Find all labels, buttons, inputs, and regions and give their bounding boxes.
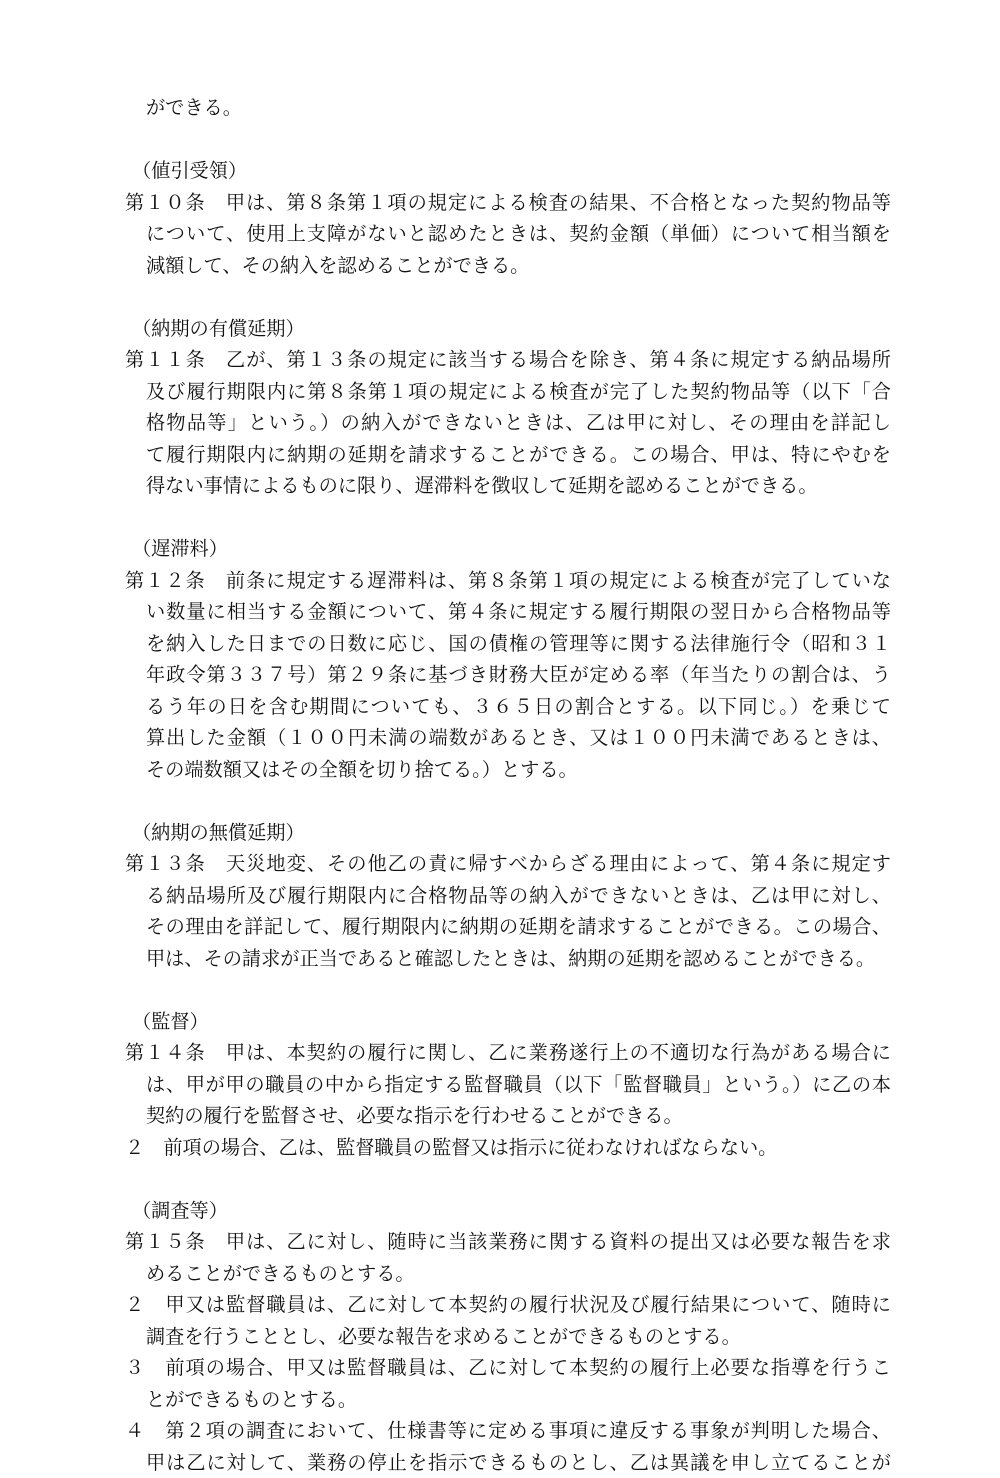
text-line: 第１１条 乙が、第１３条の規定に該当する場合を除き、第４条に規定する納品場所	[125, 344, 891, 376]
text-line: 第１４条 甲は、本契約の履行に関し、乙に業務遂行上の不適切な行為がある場合に	[125, 1037, 891, 1069]
text-line: 第１２条 前条に規定する遅滞料は、第８条第１項の規定による検査が完了していな	[125, 565, 891, 597]
article-heading: （納期の有償延期）	[125, 313, 891, 345]
sections-container	[125, 124, 891, 1478]
blank-line	[125, 785, 891, 817]
blank-line	[125, 281, 891, 313]
text-line: を納入した日までの日数に応じ、国の債権の管理等に関する法律施行令（昭和３１	[125, 628, 891, 660]
text-line: 第１５条 甲は、乙に対し、随時に当該業務に関する資料の提出又は必要な報告を求	[125, 1226, 891, 1258]
blank-line	[125, 502, 891, 534]
blank-line	[125, 974, 891, 1006]
document-body	[125, 92, 891, 1478]
text-line: い数量に相当する金額について、第４条に規定する履行期限の翌日から合格物品等	[125, 596, 891, 628]
text-line: その端数額又はその全額を切り捨てる。）とする。	[125, 754, 891, 786]
blank-line	[125, 124, 891, 156]
text-line: 甲は、その請求が正当であると確認したときは、納期の延期を認めることができる。	[125, 943, 891, 975]
text-line: 甲は乙に対して、業務の停止を指示できるものとし、乙は異議を申し立てることが	[125, 1447, 891, 1478]
article-heading: （値引受領）	[125, 155, 891, 187]
text-line: て履行期限内に納期の延期を請求することができる。この場合、甲は、特にやむを	[125, 439, 891, 471]
article-paragraph	[125, 344, 891, 502]
text-line: 年政令第３３７号）第２９条に基づき財務大臣が定める率（年当たりの割合は、う	[125, 659, 891, 691]
text-line: 算出した金額（１００円未満の端数があるとき、又は１００円未満であるときは、	[125, 722, 891, 754]
article-paragraph	[125, 848, 891, 974]
article-paragraph	[125, 565, 891, 786]
text-line: ２ 前項の場合、乙は、監督職員の監督又は指示に従わなければならない。	[125, 1132, 891, 1164]
text-line: ３ 前項の場合、甲又は監督職員は、乙に対して本契約の履行上必要な指導を行うこ	[125, 1352, 891, 1384]
text-line: 減額して、その納入を認めることができる。	[125, 250, 891, 282]
text-line: について、使用上支障がないと認めたときは、契約金額（単価）について相当額を	[125, 218, 891, 250]
article-heading: （監督）	[125, 1006, 891, 1038]
text-line: 第１３条 天災地変、その他乙の責に帰すべからざる理由によって、第４条に規定す	[125, 848, 891, 880]
text-line: 調査を行うこととし、必要な報告を求めることができるものとする。	[125, 1321, 891, 1353]
text-line: る納品場所及び履行期限内に合格物品等の納入ができないときは、乙は甲に対し、	[125, 880, 891, 912]
text-line: 契約の履行を監督させ、必要な指示を行わせることができる。	[125, 1100, 891, 1132]
text-line: は、甲が甲の職員の中から指定する監督職員（以下「監督職員」という。）に乙の本	[125, 1069, 891, 1101]
sub-paragraph	[125, 1352, 891, 1415]
text-line: 得ない事情によるものに限り、遅滞料を徴収して延期を認めることができる。	[125, 470, 891, 502]
continued-text: ができる。	[125, 92, 891, 124]
article-paragraph	[125, 1226, 891, 1289]
text-line: ４ 第２項の調査において、仕様書等に定める事項に違反する事象が判明した場合、	[125, 1415, 891, 1447]
article-heading: （調査等）	[125, 1195, 891, 1227]
text-line: るう年の日を含む期間についても、３６５日の割合とする。以下同じ。）を乗じて	[125, 691, 891, 723]
sub-paragraph	[125, 1132, 891, 1164]
sub-paragraph	[125, 1289, 891, 1352]
article-paragraph	[125, 187, 891, 282]
article-heading: （納期の無償延期）	[125, 817, 891, 849]
text-line: 格物品等」という。）の納入ができないときは、乙は甲に対し、その理由を詳記し	[125, 407, 891, 439]
text-line: ２ 甲又は監督職員は、乙に対して本契約の履行状況及び履行結果について、随時に	[125, 1289, 891, 1321]
text-line: とができるものとする。	[125, 1384, 891, 1416]
text-line: 第１０条 甲は、第８条第１項の規定による検査の結果、不合格となった契約物品等	[125, 187, 891, 219]
text-line: 及び履行期限内に第８条第１項の規定による検査が完了した契約物品等（以下「合	[125, 376, 891, 408]
text-line: めることができるものとする。	[125, 1258, 891, 1290]
blank-line	[125, 1163, 891, 1195]
article-heading: （遅滞料）	[125, 533, 891, 565]
article-paragraph	[125, 1037, 891, 1132]
sub-paragraph	[125, 1415, 891, 1478]
text-line: その理由を詳記して、履行期限内に納期の延期を請求することができる。この場合、	[125, 911, 891, 943]
